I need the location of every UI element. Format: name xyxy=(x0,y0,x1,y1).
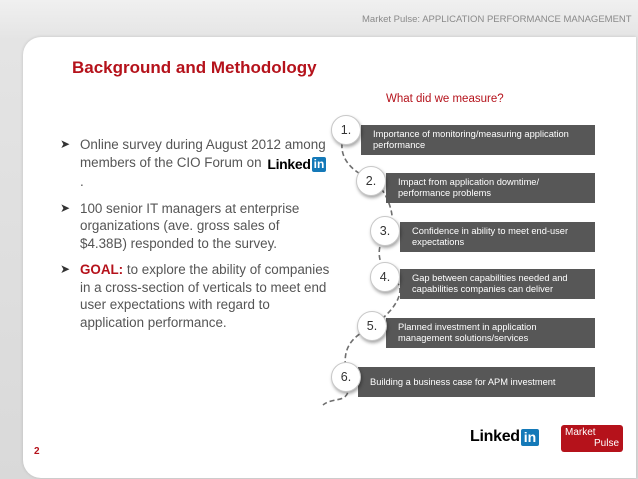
measure-bar-2 xyxy=(386,173,595,203)
header-label: Market Pulse: APPLICATION PERFORMANCE MANAGEMENT xyxy=(362,14,632,25)
linkedin-in-box: in xyxy=(313,156,325,171)
measure-number-3: 3. xyxy=(370,216,400,246)
measure-text-4: Gap between capabilities needed and capabilities companies can deliver xyxy=(412,273,568,294)
market-pulse-logo xyxy=(561,425,623,452)
bullet-respondents xyxy=(60,200,330,253)
measure-bar-3 xyxy=(400,222,595,252)
bullet-respondents-text: 100 senior IT managers at enterprise organizations (ave. gross sales of $4.38B) responded to the survey. xyxy=(80,200,300,251)
arrow-bullet-icon: ➤ xyxy=(60,262,71,276)
measure-text-5: Planned investment in application management solutions/services xyxy=(398,322,537,343)
page-number: 2 xyxy=(34,446,40,457)
measure-text-1: Importance of monitoring/measuring application performance xyxy=(373,129,569,150)
linkedin-logo xyxy=(470,428,539,446)
goal-text: to explore the ability of companies in a cross-section of verticals to meet end user expectations with regard to application performance. xyxy=(80,262,330,330)
measure-text-6: Building a business case for APM investment xyxy=(370,376,556,387)
goal-label: GOAL: xyxy=(80,262,124,277)
measure-title: What did we measure? xyxy=(386,93,504,105)
slide-title: Background and Methodology xyxy=(72,58,317,77)
bullet-list xyxy=(60,136,330,340)
linkedin-word: Linked xyxy=(267,155,311,172)
measure-text-3: Confidence in ability to meet end-user expectations xyxy=(412,226,569,247)
bullet-survey-suffix: . xyxy=(80,174,84,189)
market-pulse-logo-line1: Market xyxy=(565,427,596,438)
measure-text-2: Impact from application downtime/ performance problems xyxy=(398,177,540,198)
arrow-bullet-icon: ➤ xyxy=(60,200,71,215)
measure-bar-6 xyxy=(358,367,595,397)
bullet-survey xyxy=(60,136,330,191)
measure-number-2: 2. xyxy=(356,166,386,196)
linkedin-inline-logo xyxy=(267,156,326,174)
measure-bar-1 xyxy=(361,125,595,155)
bullet-survey-text: Online survey during August 2012 among members of the CIO Forum on xyxy=(80,137,326,170)
arrow-bullet-icon: ➤ xyxy=(60,137,71,151)
measure-number-5: 5. xyxy=(357,311,387,341)
measure-number-6: 6. xyxy=(331,362,361,392)
measure-bar-5 xyxy=(386,318,595,348)
linkedin-logo-word: Linked xyxy=(470,428,520,445)
measure-number-1: 1. xyxy=(331,115,361,145)
measure-bar-4 xyxy=(400,269,595,299)
linkedin-logo-box: in xyxy=(521,429,539,446)
measure-number-4: 4. xyxy=(370,262,400,292)
market-pulse-logo-line2: Pulse xyxy=(593,438,619,449)
bullet-goal xyxy=(60,261,330,331)
